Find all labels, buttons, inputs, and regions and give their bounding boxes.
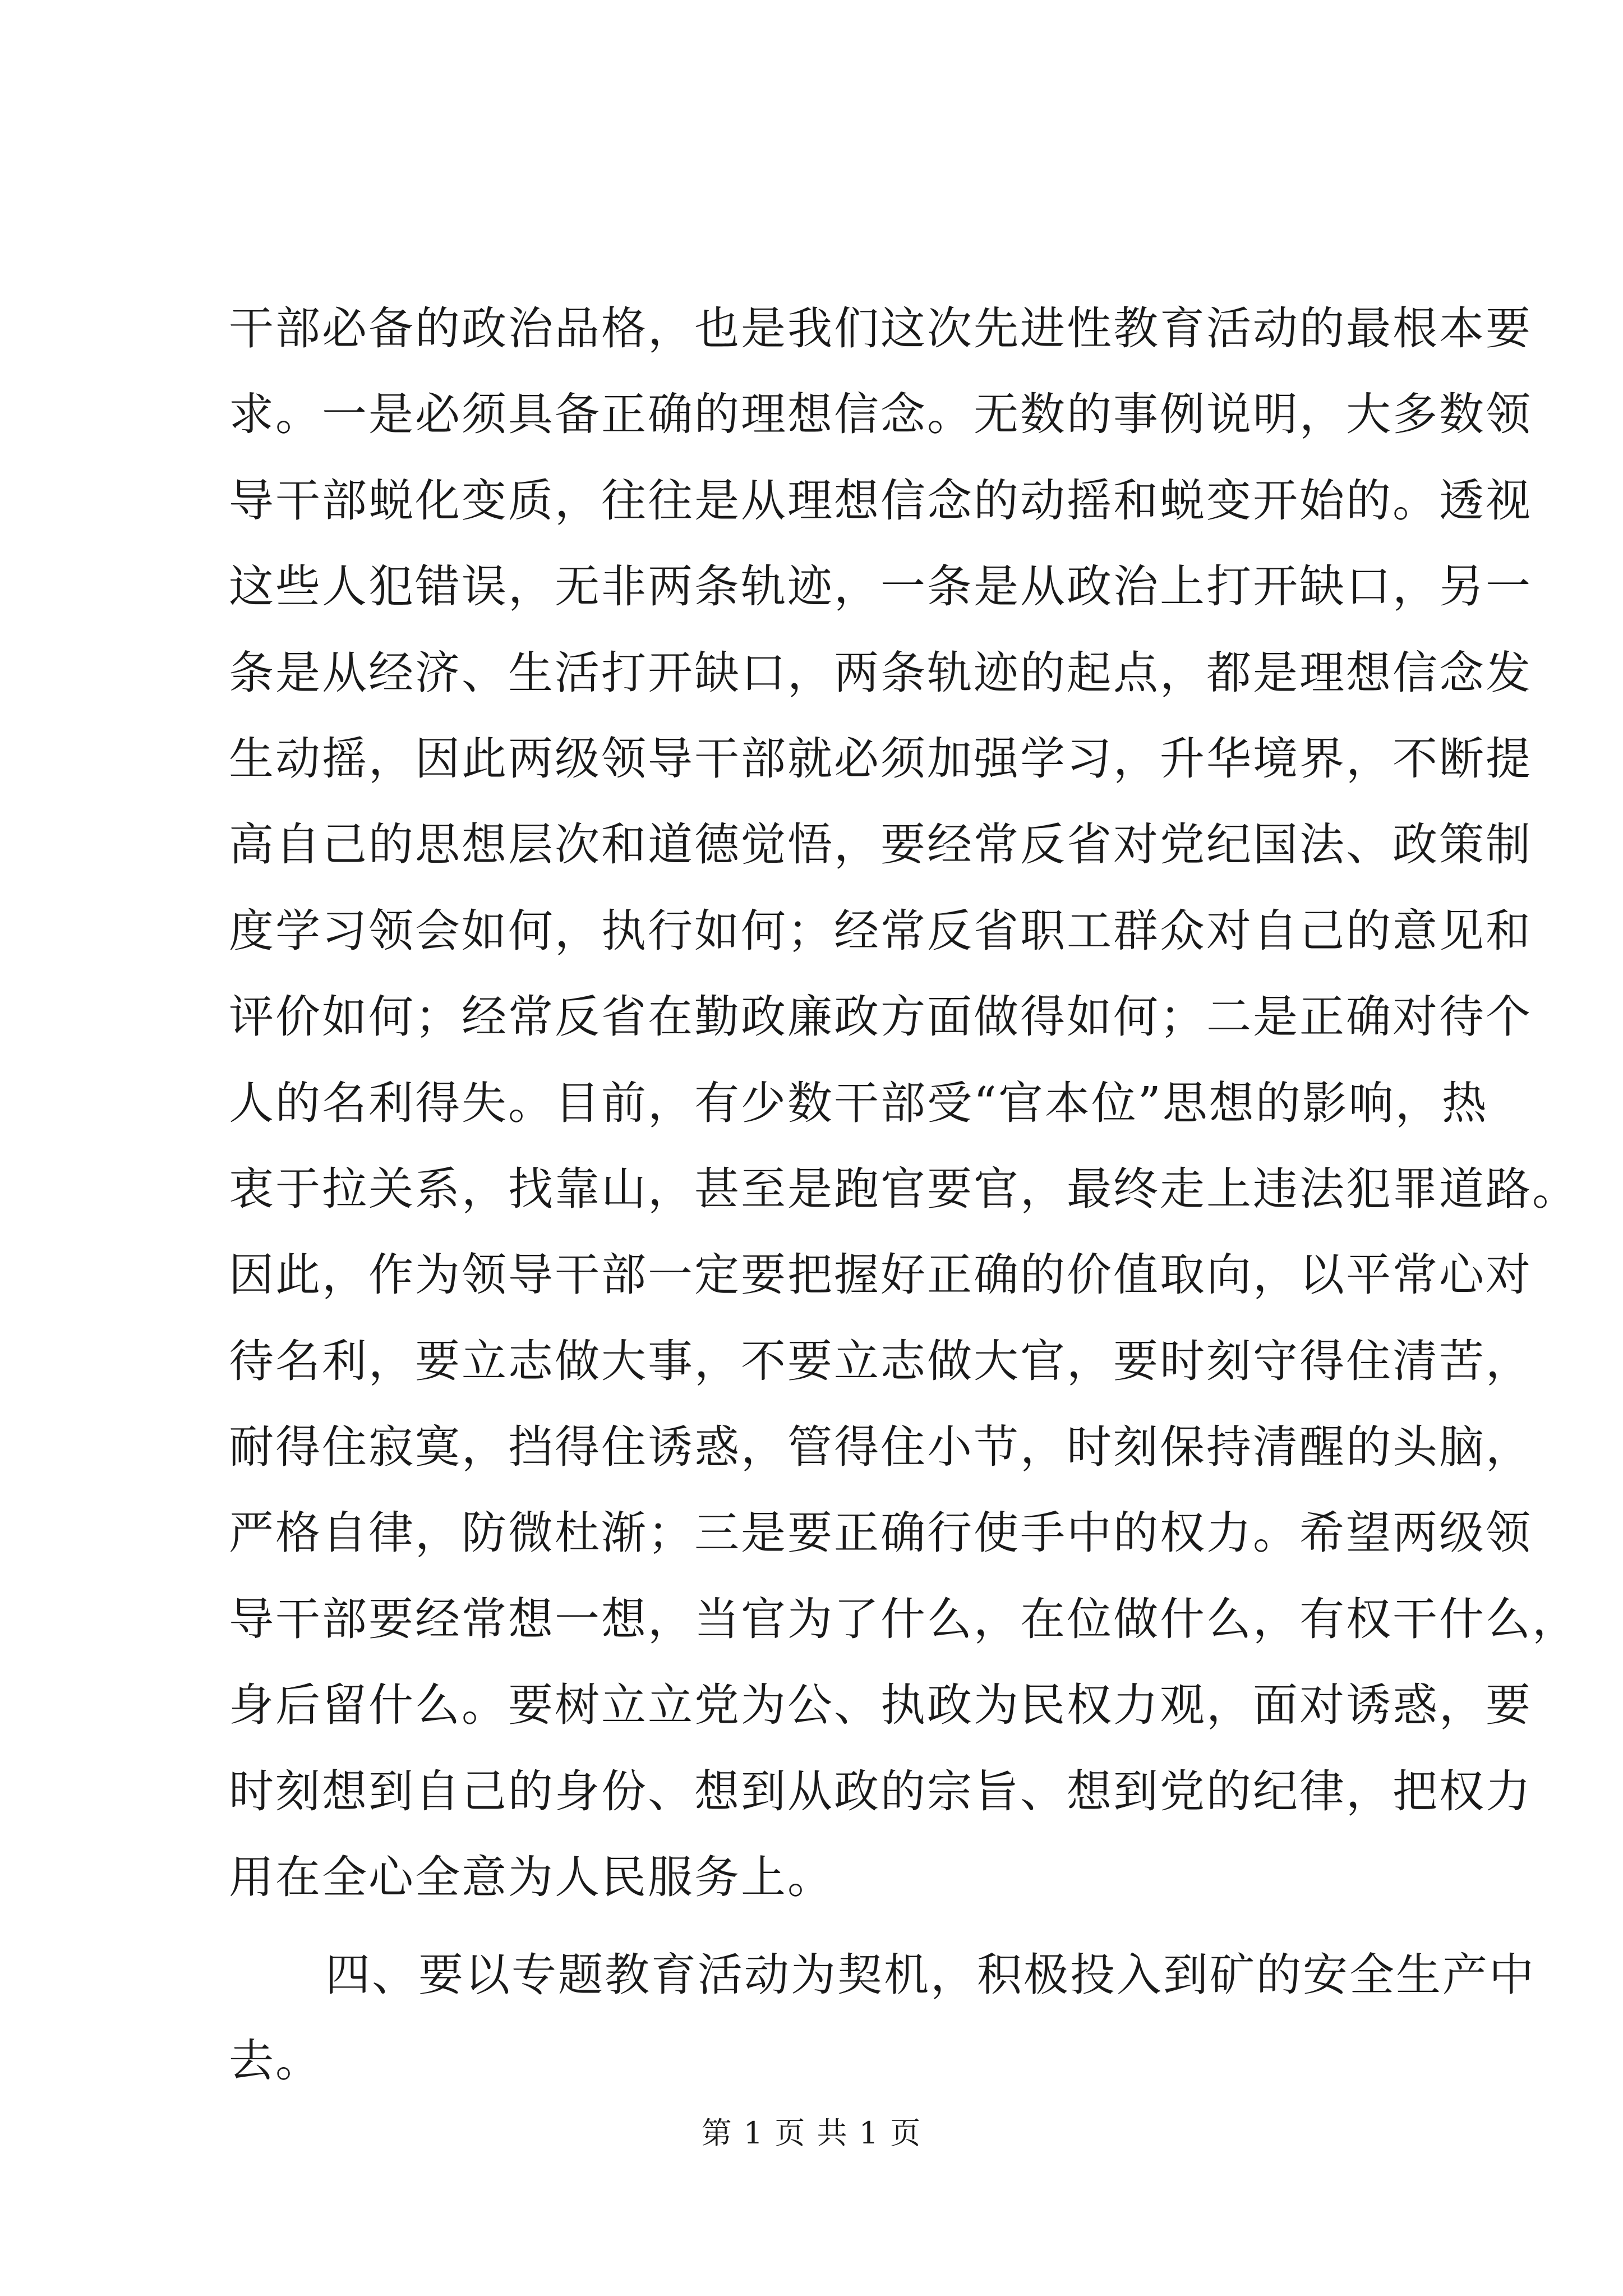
text-line: 条是从经济、生活打开缺口，两条轨迹的起点，都是理想信念发 (229, 646, 1532, 699)
text-line: 四、要以专题教育活动为契机，积极投入到矿的安全生产中 (325, 1949, 1536, 2001)
text-line: 导干部蜕化变质，往往是从理想信念的动摇和蜕变开始的。透视 (229, 474, 1532, 527)
document-body (229, 286, 1579, 2105)
text-line: 用在全心全意为人民服务上。 (229, 1851, 834, 1904)
text-line: 高自己的思想层次和道德觉悟，要经常反省对党纪国法、政策制 (229, 818, 1532, 871)
text-line: 度学习领会如何，执行如何；经常反省职工群众对自己的意见和 (229, 904, 1532, 957)
text-line: 人的名利得失。目前，有少数干部受“官本位”思想的影响，热 (229, 1076, 1488, 1129)
text-line: 待名利，要立志做大事，不要立志做大官，要时刻守得住清苦， (229, 1335, 1532, 1387)
page-footer (0, 2114, 1623, 2153)
text-line: 生动摇，因此两级领导干部就必须加强学习，升华境界，不断提 (229, 732, 1532, 785)
text-line: 导干部要经常想一想，当官为了什么，在位做什么，有权干什么， (229, 1593, 1579, 1645)
text-line: 干部必备的政治品格，也是我们这次先进性教育活动的最根本要 (229, 302, 1532, 355)
text-line: 衷于拉关系，找靠山，甚至是跑官要官，最终走上违法犯罪道路。 (229, 1162, 1579, 1215)
paragraph-2 (229, 1932, 1536, 2104)
text-line: 评价如何；经常反省在勤政廉政方面做得如何；二是正确对待个 (229, 991, 1532, 1043)
text-line: 求。一是必须具备正确的理想信念。无数的事例说明，大多数领 (229, 388, 1532, 441)
page-number-label: 第 1 页 共 1 页 (701, 2115, 922, 2151)
text-line: 因此，作为领导干部一定要把握好正确的价值取向，以平常心对 (229, 1249, 1532, 1301)
text-line: 严格自律，防微杜渐；三是要正确行使手中的权力。希望两级领 (229, 1507, 1532, 1559)
text-line: 耐得住寂寞，挡得住诱惑，管得住小节，时刻保持清醒的头脑， (229, 1421, 1532, 1474)
text-line: 去。 (229, 2035, 322, 2087)
text-line: 身后留什么。要树立立党为公、执政为民权力观，面对诱惑，要 (229, 1679, 1532, 1732)
text-line: 时刻想到自己的身份、想到从政的宗旨、想到党的纪律，把权力 (229, 1765, 1532, 1818)
paragraph-1 (229, 286, 1579, 1920)
text-line: 这些人犯错误，无非两条轨迹，一条是从政治上打开缺口，另一 (229, 560, 1532, 613)
